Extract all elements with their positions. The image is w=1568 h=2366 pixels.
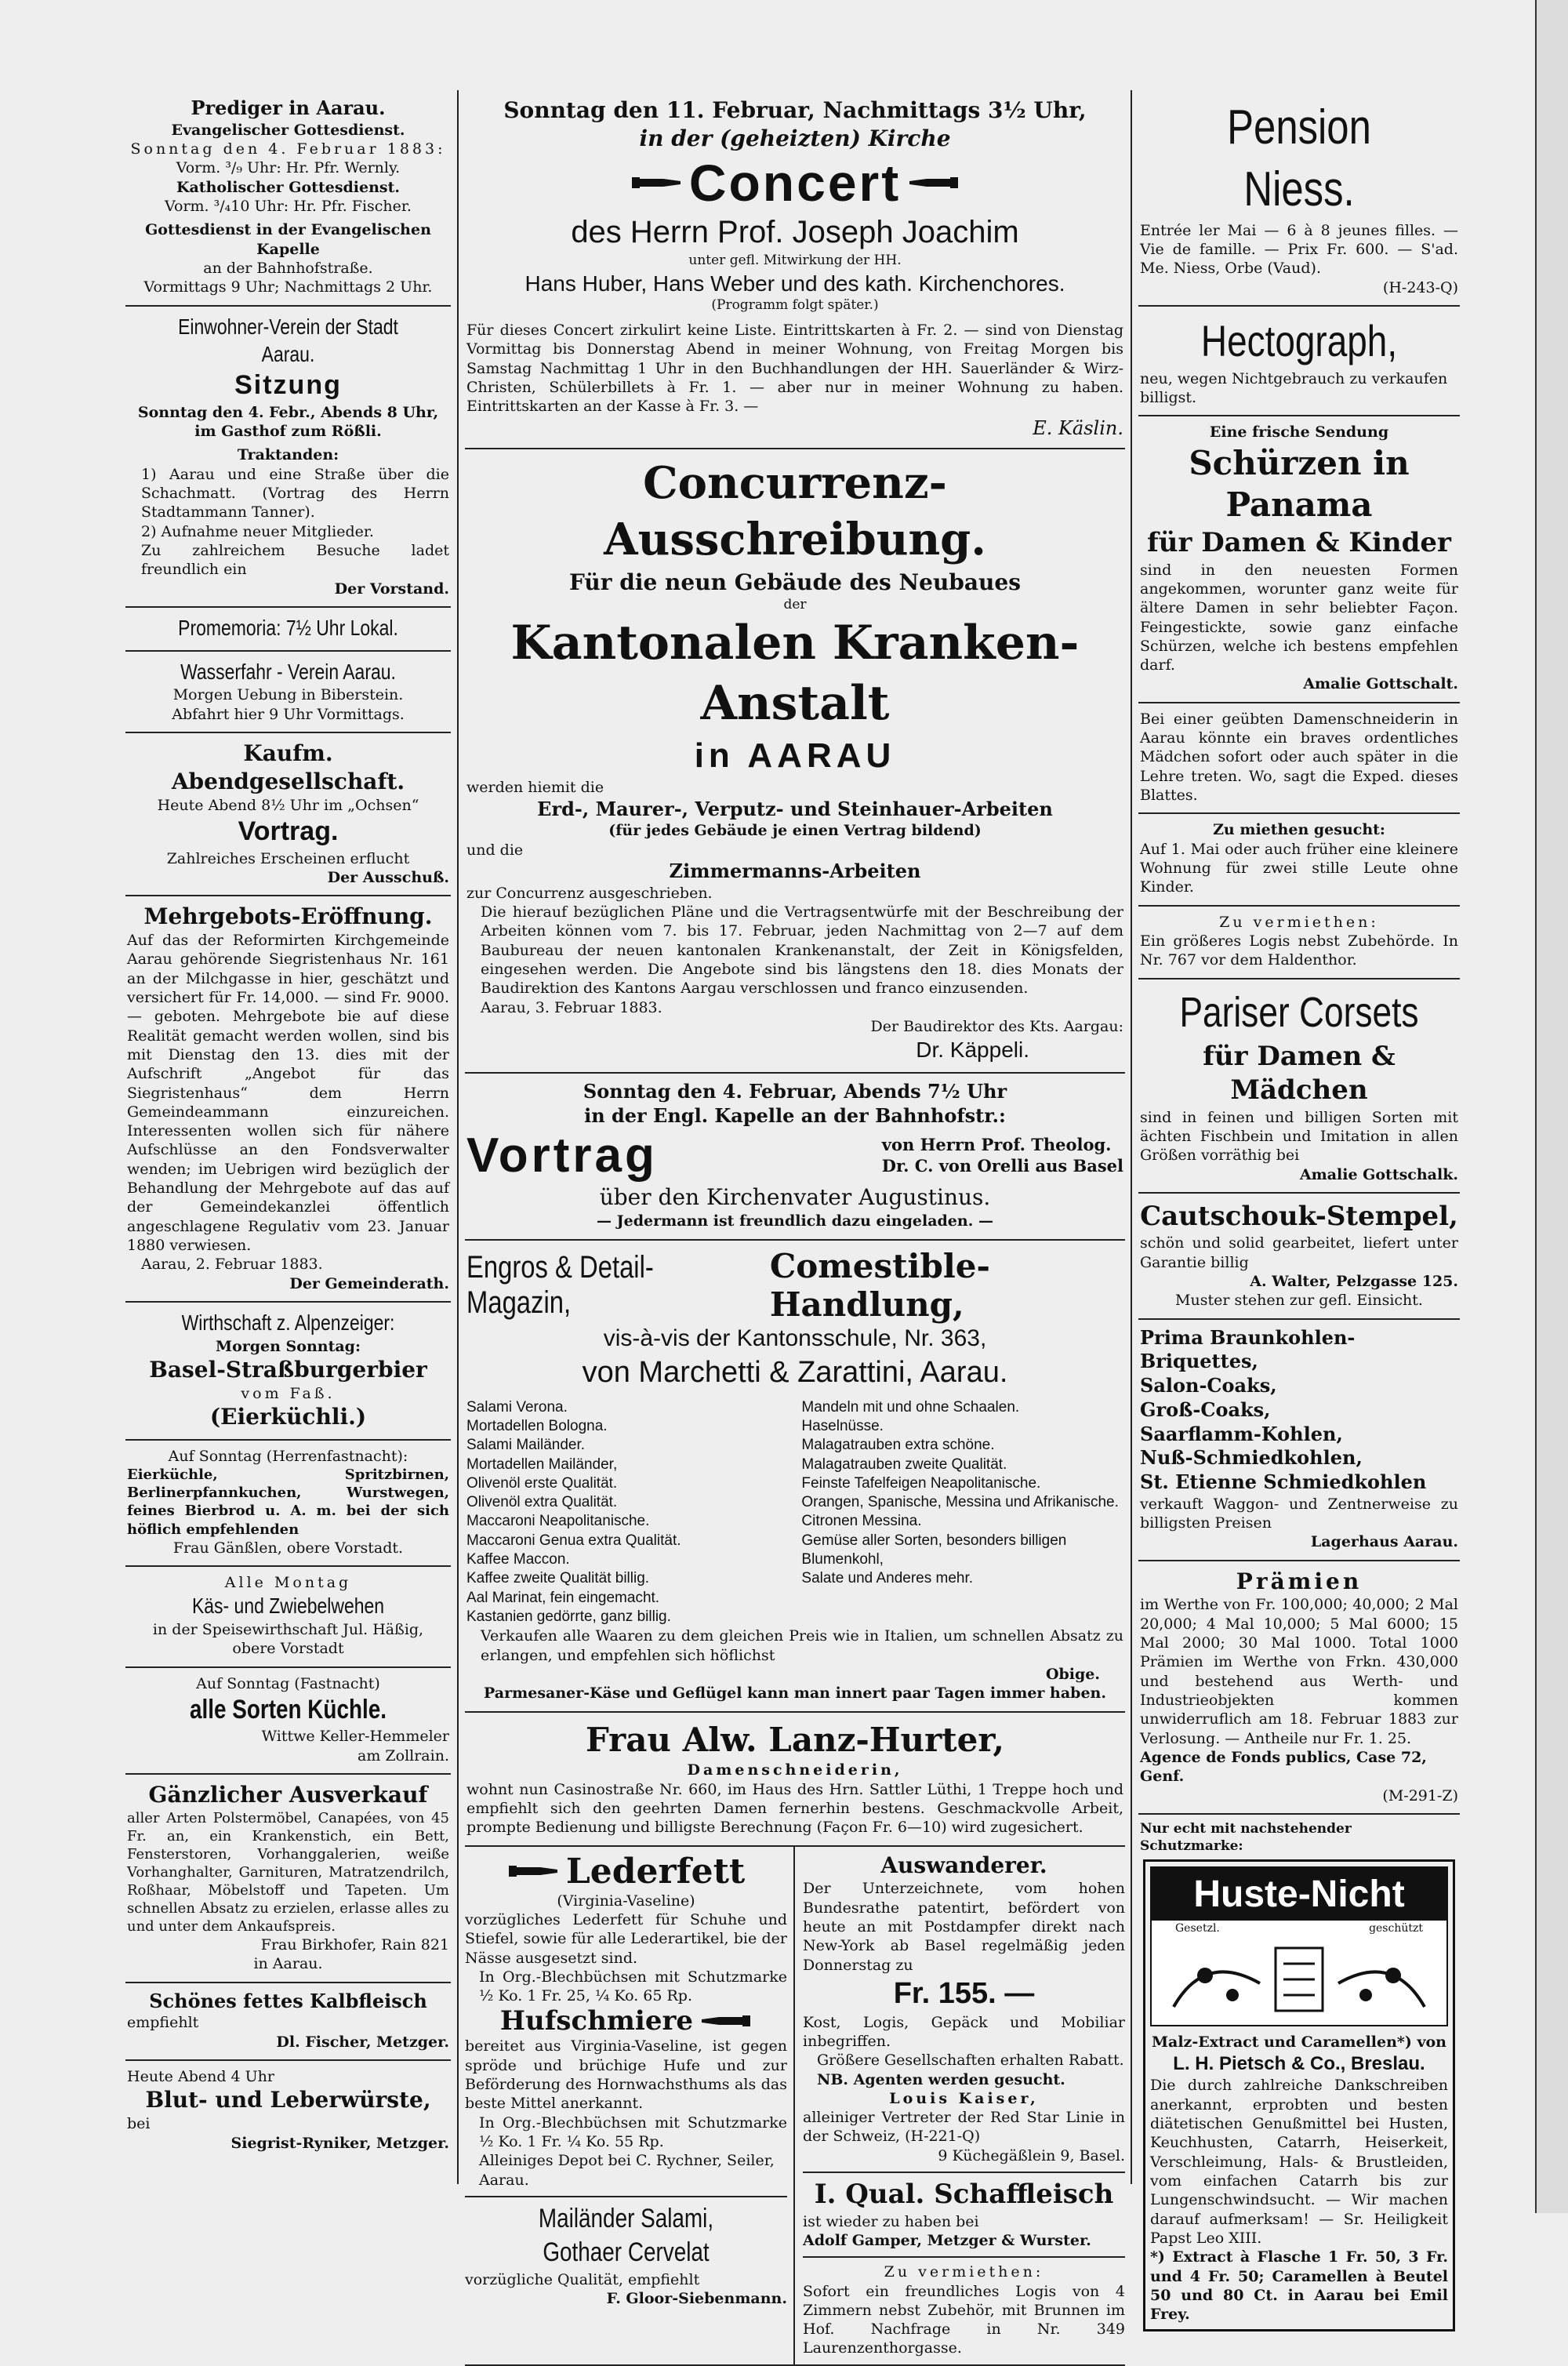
ad-body: sind in den neuesten Formen angekommen, worunter ganz weite für ältere Damen in sehr beliebter Façon. Feingestickte, sowie ganz einfache Schürzen, welche ich bestens empfehlen darf. [1140, 561, 1458, 674]
list-item: Nuß-Schmiedkohlen, [1140, 1446, 1363, 1470]
list-item: Citronen Messina. [801, 1513, 922, 1530]
ad-heading: Traktanden: [237, 446, 339, 464]
ad-promemoria [125, 608, 451, 652]
ad-signature: F. Gloor-Siebenmann. [606, 2290, 787, 2308]
product-list-left [466, 1398, 789, 1627]
ad-signature: Der Vorstand. [334, 580, 449, 598]
list-item: Kaffee zweite Qualität billig. [466, 1570, 650, 1587]
ad-body: sind in feinen und billigen Sorten mit ächten Fischbein und Imitation in allen Größen vorräthig bei [1140, 1108, 1458, 1165]
ad-marchetti [465, 1241, 1125, 1713]
ad-text: L. H. Pietsch & Co., Breslau. [1173, 2052, 1425, 2074]
ad-text: vom Faß. [241, 1384, 336, 1402]
ad-text: für Damen & Mädchen [1203, 1040, 1396, 1107]
ad-text: Nur echt mit nachstehender Schutzmarke: [1140, 1820, 1352, 1854]
ad-auswanderer [795, 1847, 1125, 2364]
ad-signature: Wittwe Keller-Hemmeler [261, 1728, 449, 1746]
ad-title: Käs- und Zwiebelwehen [191, 1594, 385, 1619]
list-item: Salami Mailänder. [466, 1437, 586, 1454]
ad-signature: A. Walter, Pelzgasse 125. [1250, 1273, 1458, 1291]
ad-signature: Der Baudirektor des Kts. Aargau: [870, 1017, 1123, 1035]
ad-text: — Jedermann ist freundlich dazu eingeladen. — [597, 1212, 993, 1230]
ad-signature: E. Käslin. [1033, 416, 1123, 439]
ad-signature: Amalie Gottschalk. [1299, 1165, 1458, 1183]
ad-alpenzeiger [125, 1303, 451, 1441]
ad-title: Concurrenz-Ausschreibung. [604, 457, 986, 566]
ad-text: in der (geheizten) Kirche [639, 125, 951, 151]
ad-zu-miethen [1138, 814, 1460, 906]
ad-title: Wirthschaft z. Alpenzeiger: [181, 1310, 395, 1335]
trademark-text: Gesetzl. [1175, 1922, 1220, 1935]
ad-wuerste [125, 2061, 451, 2161]
ad-signature: Obige. [1045, 1665, 1100, 1683]
ad-text: Morgen Uebung in Biberstein. [172, 686, 404, 704]
ad-title: Zu miethen gesucht: [1213, 821, 1385, 839]
ad-title-row [465, 1852, 787, 1892]
ad-signature: am Zollrain. [358, 1746, 449, 1765]
ad-zu-vermiethen [1138, 907, 1460, 979]
ad-title: Vortrag [466, 1128, 658, 1183]
list-item: Groß-Coaks, [1140, 1397, 1271, 1421]
ad-text: Hans Huber, Hans Weber und des kath. Kirchenchores. [524, 271, 1065, 296]
list-item: Haselnüsse. [801, 1417, 884, 1434]
ad-title: Zu vermiethen: [1219, 913, 1379, 931]
ad-schaffleisch [803, 2172, 1125, 2250]
pointing-hand-icon [905, 171, 960, 194]
ad-text: in der Engl. Kapelle an der Bahnhofstr.: [584, 1103, 1006, 1127]
ads-split-row [465, 1847, 1125, 2366]
list-item: Malagatrauben zweite Qualität. [801, 1456, 1007, 1473]
ad-text: Zu zahlreichem Besuche ladet freundlich ein [141, 541, 449, 579]
ad-text: Dr. C. von Orelli aus Basel [881, 1155, 1123, 1176]
ad-text: zur Concurrenz ausgeschrieben. [466, 884, 713, 902]
ad-title: Pension Niess. [1227, 100, 1371, 217]
ad-text: Damenschneiderin, [687, 1761, 903, 1779]
ad-text: Für die neun Gebäude des Neubaues [569, 569, 1021, 595]
ad-heading: Katholischer Gottesdienst. [176, 178, 401, 196]
ad-title: Kantonalen Kranken-Anstalt [510, 616, 1080, 732]
ad-body: vorzügliches Lederfett für Schuhe und Stiefel, sowie für alle Lederartikel, bie der Nässe ausgesetzt sind. [465, 1910, 787, 1967]
list-item: Kaffee Maccon. [466, 1551, 570, 1568]
ad-code: (M-291-Z) [1382, 1786, 1458, 1804]
ad-text: NB. Agenten werden gesucht. [817, 2070, 1065, 2088]
ad-heading: Evangelischer Gottesdienst. [171, 121, 405, 139]
ad-body: Eierküchle, Spritzbirnen, Berlinerpfannkuchen, Wurstwegen, feines Bierbrod u. A. m. bei der sich höflich empfehlenden [127, 1466, 449, 1538]
brand-name: Huste-Nicht [1152, 1868, 1446, 1921]
ad-title: Hufschmiere [499, 2005, 693, 2037]
ad-text: Zimmermanns-Arbeiten [669, 859, 921, 882]
trademark-note [1152, 1921, 1446, 1936]
ad-title: Wasserfahr - Verein Aarau. [180, 659, 396, 684]
ad-text: Alle Montag [224, 1573, 352, 1591]
ad-title: Comestible-Handlung, [769, 1246, 990, 1324]
ad-text: Zahlreiches Erscheinen erflucht [166, 849, 410, 867]
ad-title: Pariser Corsets [1179, 988, 1419, 1036]
ad-text: Vormittags 9 Uhr; Nachmittags 2 Uhr. [143, 278, 433, 296]
ad-signature: in Aarau. [253, 1955, 323, 1973]
ad-text: von Marchetti & Zarattini, Aarau. [582, 1355, 1008, 1389]
ad-body: Sofort ein freundliches Logis von 4 Zimmern nebst Zubehör, mit Brunnen im Hof. Nachfrage in Nr. 349 Laurenzenthorgasse. [803, 2282, 1125, 2357]
list-item: Kastanien gedörrte, ganz billig. [466, 1608, 671, 1626]
ad-text: Sonntag den 11. Februar, Nachmittags 3½ Uhr, [503, 97, 1087, 123]
ad-title: Mehrgebots-Eröffnung. [143, 903, 433, 930]
ad-text: ist wieder zu haben bei [803, 2212, 979, 2230]
ad-title: Promemoria: 7½ Uhr Lokal. [178, 615, 398, 640]
ad-kalbfleisch [125, 1983, 451, 2061]
list-item: Maccaroni Neapolitanische. [466, 1513, 650, 1530]
ad-title: Gothaer Cervelat [543, 2237, 710, 2268]
ad-title: Prediger in Aarau. [191, 96, 386, 119]
ad-title: Schönes fettes Kalbfleisch [149, 1989, 427, 2012]
ad-text: Sonntag den 4. Februar, Abends 7½ Uhr [583, 1079, 1007, 1103]
trademark-text: geschützt [1369, 1922, 1423, 1935]
ad-title: Malz-Extract und Caramellen*) von [1152, 2033, 1446, 2052]
ad-text: unter gefl. Mitwirkung der HH. [688, 252, 902, 268]
coal-list [1140, 1326, 1458, 1495]
ad-price: In Org.-Blechbüchsen mit Schutzmarke ½ Ko. 1 Fr. 25, ¼ Ko. 65 Rp. [479, 1968, 787, 2005]
ad-text: (Virginia-Vaseline) [557, 1892, 695, 1910]
ad-title: Kaufm. Abendgesellschaft. [171, 740, 405, 794]
ad-prediger [125, 90, 451, 307]
ad-text: Vorm. ³/₄10 Uhr: Hr. Pfr. Fischer. [165, 197, 412, 215]
ad-body: Die hierauf bezüglichen Pläne und die Vertragsentwürfe mit der Beschreibung der Arbeiten können vom 7. bis 17. Februar, jeden Nachmittag von 2—7 auf dem Baubureau der neuen kantonalen Krankenanstalt, der Zeit in Königsfelden, eingesehen werden. Die Angebote sind bis längstens den 18. dies Monats der Baudirektion des Kantons Aargau verschlossen und franco einzusenden. [481, 903, 1123, 998]
ad-body: Auf 1. Mai oder auch früher eine kleinere Wohnung für zwei stille Leute ohne Kinder. [1140, 840, 1458, 896]
ad-body: neu, wegen Nichtgebrauch zu verkaufen billigst. [1140, 369, 1448, 406]
ad-text: vis-à-vis der Kantonsschule, Nr. 363, [603, 1325, 987, 1351]
ad-title: Gänzlicher Ausverkauf [148, 1782, 428, 1808]
ad-title: Lederfett [565, 1851, 746, 1892]
list-item: Gemüse aller Sorten, besonders billigen Blumenkohl, [801, 1532, 1067, 1568]
list-item: St. Etienne Schmiedkohlen [1140, 1470, 1427, 1493]
ad-title: Sitzung [234, 370, 342, 401]
ad-body: Der Unterzeichnete, vom hohen Bundesrathe patentirt, befördert von heute an mit Postdampfer direkt nach New-York ab Basel regelmäßig jeden Donnerstag zu [803, 1880, 1125, 1974]
ad-signature: Frau Birkhofer, Rain 821 [260, 1936, 449, 1954]
ad-body: wohnt nun Casinostraße Nr. 660, im Haus des Hrn. Sattler Lüthi, 1 Treppe hoch und empfiehlt sich den geehrten Damen fernerhin bestens. Geschmackvolle Arbeit, prompte Bedienung und billigste Berechnung (Façon Fr. 6—10) wird zugesichert. [466, 1780, 1123, 1837]
ad-signature: Siegrist-Ryniker, Metzger. [230, 2134, 449, 2152]
ad-price: In Org.-Blechbüchsen mit Schutzmarke ½ Ko. 1 Fr. ¼ Ko. 55 Rp. [479, 2113, 787, 2151]
list-item: Aal Marinat, fein eingemacht. [466, 1589, 660, 1606]
list-item: Olivenöl erste Qualität. [466, 1474, 618, 1492]
ad-vermiethen-logis [803, 2256, 1125, 2358]
ad-title-row [466, 1128, 1123, 1183]
ad-title: Hectograph, [1200, 315, 1398, 365]
product-lists [466, 1398, 1123, 1627]
list-item: Prima Braunkohlen-Briquettes, [1140, 1325, 1356, 1373]
column-left [125, 90, 451, 2161]
ad-text: Sonntag den 4. Februar 1883: [130, 140, 446, 158]
column-right [1138, 90, 1460, 2344]
ad-title: Cautschouk-Stempel, [1140, 1200, 1458, 1232]
ad-body: Auf das der Reformirten Kirchgemeinde Aarau gehörende Siegristenhaus Nr. 161 an der Milchgasse in hier, geschätzt und versichert für Fr. 14,000. — sind Fr. 9000. — geboten. Mehrgebote bie auf diese Realität gemacht werden wollen, sind bis mit Dienstag den 13. dies mit der Aufschrift „Angebot für das Siegristenhaus“ dem Herrn Gemeindeammann einzureichen. Interessenten wollen sich für nähere Aufschlüsse an den Fondsverwalter wenden; im Uebrigen wird bezüglich der Behandlung der Mehrgebote auf das auf der Gemeindekanzlei öffentlich angeschlagene Regulativ vom 23. Januar 1880 verwiesen. [127, 932, 449, 1255]
ad-text: Heute Abend 4 Uhr [127, 2068, 274, 2086]
ad-text: Muster stehen zur gefl. Einsicht. [1175, 1292, 1423, 1310]
ad-body: Bei einer geübten Damenschneiderin in Aarau könnte ein braves ordentliches Mädchen sofort oder auch später in die Lehre treten. Wo, sagt die Exped. dieses Blattes. [1140, 710, 1458, 805]
ad-praemien [1138, 1561, 1460, 1815]
ad-lanz-hurter [465, 1713, 1125, 1847]
ad-price: *) Extract à Flasche 1 Fr. 50, 3 Fr. und 4 Fr. 50; Caramellen à Beutel 50 und 80 Ct. in Aarau bei Emil Frey. [1150, 2248, 1448, 2324]
list-item: Mandeln mit und ohne Schaalen. [801, 1398, 1020, 1416]
ad-body: Entrée ler Mai — 6 à 8 jeunes filles. — Vie de famille. — Prix Fr. 600. — S'ad. Me. Niess, Orbe (Vaud). [1140, 221, 1458, 278]
ad-title: Einwohner-Verein der Stadt Aarau. [178, 314, 398, 367]
ad-speaker [882, 1135, 1123, 1177]
ad-schneiderin [1138, 703, 1460, 815]
ad-herrenfastnacht [125, 1441, 451, 1567]
ad-ausverkauf [125, 1775, 451, 1983]
trademark-logo [1150, 1866, 1448, 2026]
ad-hectograph [1138, 307, 1460, 416]
ad-title: alle Sorten Küchle. [190, 1694, 387, 1725]
ad-text: und die [466, 841, 524, 859]
ad-signature: Frau Gänßlen, obere Vorstadt. [172, 1539, 404, 1557]
ad-signature: Louis Kaiser, [889, 2089, 1039, 2107]
ad-title: in AARAU [694, 736, 896, 775]
list-item: Maccaroni Genua extra Qualität. [466, 1532, 681, 1549]
pointing-hand-icon [697, 2009, 752, 2033]
ad-text: Alleiniges Depot bei C. Rychner, Seiler, Aarau. [479, 2152, 775, 2189]
ad-text: alleiniger Vertreter der Red Star Linie in der Schweiz, (H-221-Q) [803, 2109, 1125, 2146]
ad-signature: Der Gemeinderath. [289, 1274, 449, 1292]
ad-title: Auswanderer. [880, 1852, 1047, 1878]
ad-signature: Amalie Gottschalt. [1303, 675, 1458, 693]
ad-body: aller Arten Polstermöbel, Canapées, von 45 Fr. an, ein Krankenstich, ein Bett, Fensterstoren, Vorhanggalerien, weiße Vorhanghalter, Garnituren, Matratzendrilch, Roßhaar, Möbelstoff und Tapeten. Um schnellen Absatz zu erzielen, erlasse alles zu und unter dem Ankaufspreis. [127, 1809, 449, 1935]
ad-title: Concert [688, 153, 902, 212]
product-list-right [801, 1398, 1123, 1627]
ad-huste-nicht [1138, 1815, 1460, 2344]
ad-text: Auf Sonntag (Fastnacht) [196, 1674, 380, 1692]
ad-title-row [465, 2005, 787, 2037]
list-item: Salate und Anderes mehr. [801, 1570, 974, 1587]
ad-title-row [466, 1247, 1123, 1324]
ad-title: Schürzen in Panama [1189, 443, 1410, 525]
ad-frame [1143, 1859, 1455, 2331]
ad-text: Parmesaner-Käse und Geflügel kann man innert paar Tagen immer haben. [484, 1685, 1106, 1703]
ad-mehrgebot [125, 896, 451, 1303]
column-middle [465, 90, 1125, 2366]
ornament-icon [1152, 1936, 1446, 2023]
ad-corsets [1138, 979, 1460, 1194]
ad-signature: Dl. Fischer, Metzger. [276, 2033, 449, 2051]
ad-signature: Der Ausschuß. [327, 868, 449, 886]
list-item: Feinste Tafelfeigen Neapolitanische. [801, 1474, 1041, 1492]
list-item: Mortadellen Bologna. [466, 1417, 608, 1434]
ad-text: für Damen & Kinder [1147, 527, 1451, 559]
ad-kohlen [1138, 1320, 1460, 1561]
ad-title: Mailänder Salami, [538, 2203, 714, 2233]
ad-schuerzen [1138, 416, 1460, 703]
ad-text: (Programm folgt später.) [711, 297, 879, 314]
ad-text: empfiehlt [127, 2014, 199, 2032]
ad-title: Zu vermiethen: [884, 2263, 1044, 2281]
ad-signature: Lagerhaus Aarau. [1310, 1533, 1458, 1551]
ad-title: Vortrag. [238, 816, 339, 847]
ad-vortrag-orelli [465, 1074, 1125, 1241]
ad-text: Auf Sonntag (Herrenfastnacht): [168, 1448, 408, 1466]
ad-date: Aarau, 2. Februar 1883. [141, 1256, 323, 1274]
ad-faschnacht [125, 1668, 451, 1775]
ad-text: vorzügliche Qualität, empfiehlt [465, 2270, 700, 2288]
ad-text: Größere Gesellschaften erhalten Rabatt. [817, 2052, 1124, 2070]
list-item: Mortadellen Mailänder, [466, 1456, 618, 1473]
ad-title: Prämien [1236, 1568, 1363, 1594]
ad-text: über den Kirchenvater Augustinus. [599, 1184, 991, 1211]
ad-text: an der Bahnhofstraße. [203, 259, 373, 277]
ad-body: Für dieses Concert zirkulirt keine Liste. Eintrittskarten à Fr. 2. — sind von Dienstag Vormittag bis Donnerstag Abend in meiner Wohnung, von Freitag Morgen bis Samstag Nachmittag 1 Uhr in den Buchhandlungen der HH. Sauerländer & Wirz-Christen, Schülerbillets à Fr. 1. — aber nur in meiner Wohnung zu haben. Eintrittskarten an der Kasse à Fr. 3. — [466, 322, 1123, 416]
ad-signature: Dr. Käppeli. [916, 1038, 1029, 1063]
ad-date: Aarau, 3. Februar 1883. [481, 998, 662, 1016]
ad-text: von Herrn Prof. Theolog. [881, 1135, 1112, 1155]
ad-kaes-zwiebelwehen [125, 1567, 451, 1668]
ad-wasserfahr [125, 652, 451, 733]
ad-text: 9 Küchegäßlein 9, Basel. [938, 2146, 1125, 2164]
list-item: Salami Verona. [466, 1398, 568, 1416]
ad-einwohner-verein [125, 307, 451, 608]
ad-concert [465, 90, 1125, 449]
list-item: Malagatrauben extra schöne. [801, 1437, 995, 1454]
ad-body: Die durch zahlreiche Dankschreiben anerkannt, erprobten und besten diätetischen Genußmittel bei Husten, Keuchhusten, Catarrh, Heiserkeit, Verschleimung, Hals- & Brustleiden, vom einfachen Catarrh bis zur Lungenschwindsucht. — Wir machen darauf aufmerksam! — Sr. Heiligkeit Papst Leo XIII. [1150, 2077, 1448, 2247]
ad-body: verkauft Waggon- und Zentnerweise zu billigsten Preisen [1140, 1495, 1458, 1532]
ad-kaufm-abendgesellschaft [125, 733, 451, 896]
ad-title: Frau Alw. Lanz-Hurter, [585, 1720, 1005, 1759]
list-item: Saarflamm-Kohlen, [1140, 1422, 1343, 1445]
ad-text: 1) Aarau und eine Straße über die Schachmatt. (Vortrag des Herrn Stadtammann Tanner). [141, 465, 449, 522]
ad-text: des Herrn Prof. Joseph Joachim [571, 214, 1019, 249]
list-item: Orangen, Spanische, Messina und Afrikanische. [801, 1494, 1119, 1511]
ad-body: schön und solid gearbeitet, liefert unter Garantie billig [1140, 1234, 1458, 1271]
ad-text: Erd-, Maurer-, Verputz- und Steinhauer-Arbeiten [537, 797, 1053, 820]
ad-text: Vorm. ³/₉ Uhr: Hr. Pfr. Wernly. [176, 159, 401, 177]
ad-text: (für jedes Gebäude je einen Vertrag bildend) [608, 822, 982, 840]
ad-text: 2) Aufnahme neuer Mitglieder. [141, 522, 374, 540]
ad-text: Morgen Sonntag: [216, 1337, 361, 1355]
ad-body: Kost, Logis, Gepäck und Mobiliar inbegriffen. [803, 2013, 1125, 2050]
ad-text: werden hiemit die [466, 779, 604, 797]
ad-title: (Eierküchli.) [209, 1404, 367, 1430]
ad-body: Verkaufen alle Waaren zu dem gleichen Preis wie in Italien, um schnellen Absatz zu erlangen, und empfehlen sich höflichst [481, 1627, 1123, 1664]
ad-stempel [1138, 1194, 1460, 1320]
ad-code: (H-243-Q) [1382, 278, 1458, 296]
ad-text: bei [127, 2115, 151, 2133]
ad-text: Agence de Fonds publics, Case 72, Genf. [1140, 1748, 1427, 1786]
ad-title: Engros & Detail-Magazin, [466, 1249, 654, 1320]
pointing-hand-icon [507, 1859, 562, 1883]
ad-text: Abfahrt hier 9 Uhr Vormittags. [172, 705, 405, 723]
ad-title: Blut- und Leberwürste, [145, 2087, 431, 2113]
ad-text: Eine frische Sendung [1209, 423, 1389, 442]
page-edge [1535, 0, 1568, 2213]
ad-lederfett [465, 1847, 795, 2364]
column-rule [1131, 90, 1132, 2184]
ad-title-row [466, 153, 1123, 213]
ad-title: I. Qual. Schaffleisch [814, 2179, 1114, 2211]
ad-text: Sonntag den 4. Febr., Abends 8 Uhr, [137, 403, 439, 421]
ad-price: Fr. 155. — [893, 1976, 1035, 2010]
column-rule [457, 90, 459, 2184]
list-item: Olivenöl extra Qualität. [466, 1494, 618, 1511]
ad-text: im Gasthof zum Rößli. [194, 423, 382, 441]
list-item: Salon-Coaks, [1140, 1374, 1277, 1397]
pointing-hand-icon [630, 171, 685, 194]
ad-text: Heute Abend 8½ Uhr im „Ochsen“ [157, 796, 419, 814]
ad-title: Basel-Straßburgerbier [149, 1357, 427, 1383]
ad-body: bereitet aus Virginia-Vaseline, ist gegen spröde und brüchige Hufe und zur Beförderung des Hornwachsthums als das beste Mittel anerkannt. [465, 2037, 787, 2113]
ad-text: in der Speisewirthschaft Jul. Häßig, [152, 1620, 424, 1638]
ad-body: Ein größeres Logis nebst Zubehörde. In Nr. 767 vor dem Haldenthor. [1140, 932, 1458, 969]
ad-body: im Werthe von Fr. 100,000; 40,000; 2 Mal 20,000; 4 Mal 10,000; 5 Mal 6000; 15 Mal 2000; 30 Mal 1000. Total 1000 Prämien im Werthe von Frkn. 430,000 und bestehend aus Werth- und Industrieobjekten kommen unwiderruflich am 18. Februar 1883 zur Verlosung. — Antheile nur Fr. 1. 25. [1140, 1596, 1458, 1747]
ad-pension-niess [1138, 90, 1460, 307]
ad-concurrenz [465, 449, 1125, 1074]
ad-text: der [783, 596, 807, 612]
ad-signature: Adolf Gamper, Metzger & Wurster. [803, 2231, 1091, 2249]
ad-heading: Gottesdienst in der Evangelischen Kapelle [145, 221, 431, 258]
ad-text: obere Vorstadt [232, 1640, 344, 1658]
